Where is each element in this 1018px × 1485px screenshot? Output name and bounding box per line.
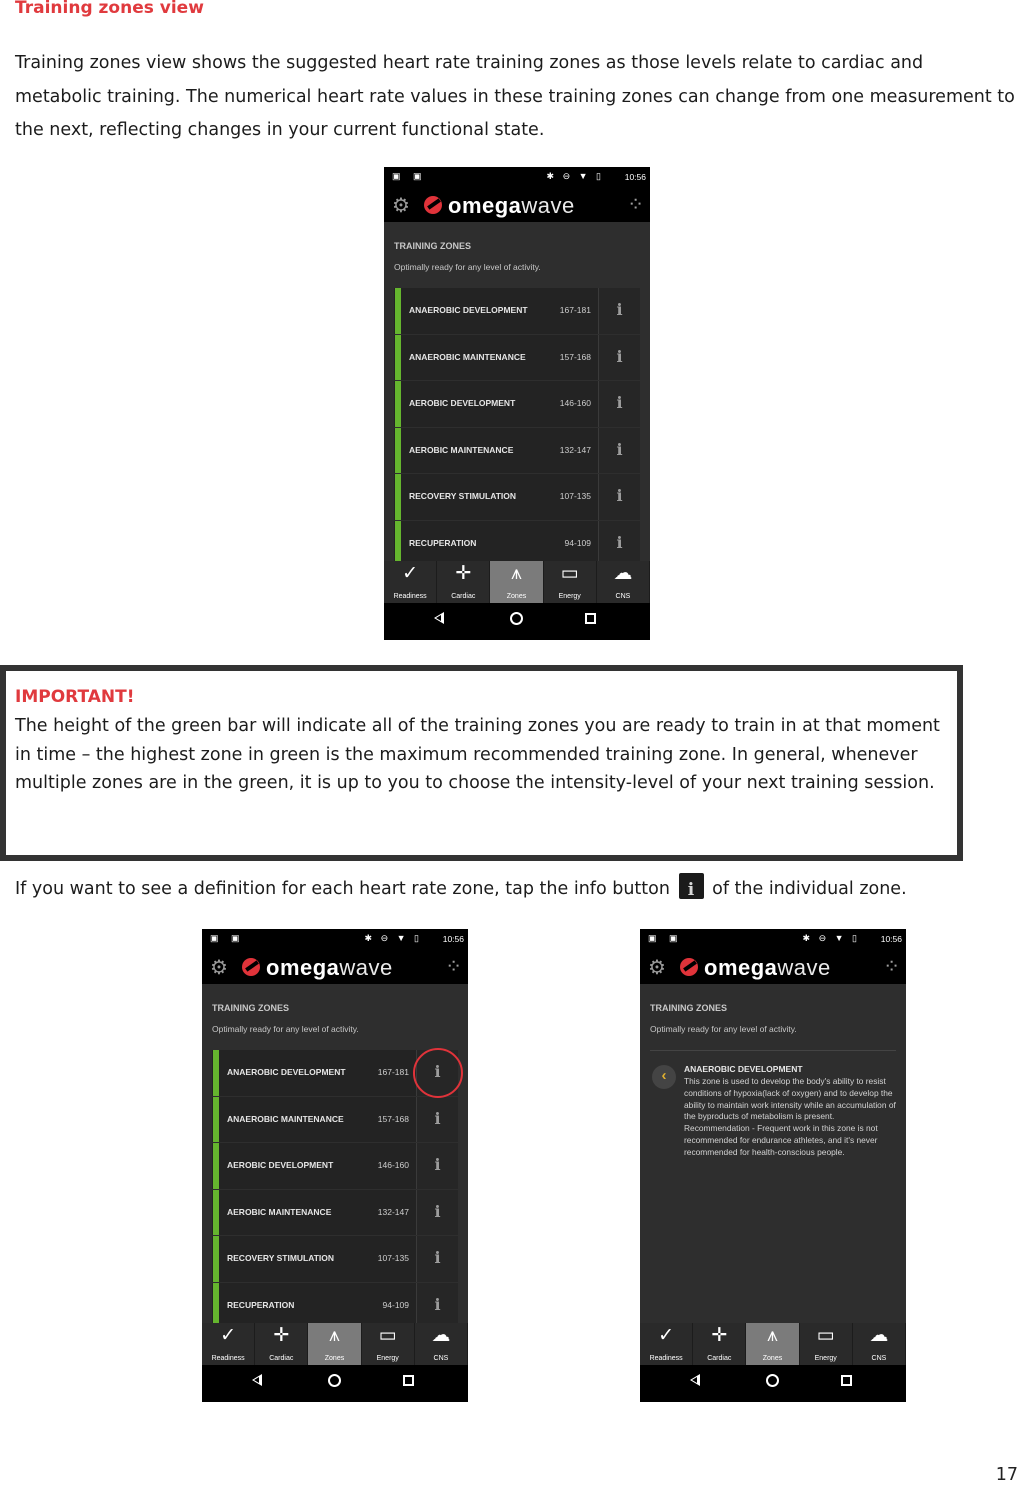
tab-cns-icon: ☁	[613, 563, 633, 584]
gear-icon[interactable]: ⚙	[210, 957, 228, 979]
zone-readiness-bar	[213, 1190, 219, 1236]
screen-content	[640, 984, 906, 1324]
important-text: The height of the green bar will indicate all of the training zones you are ready to train in at that moment in time – the highest zone in green is the maximum recommended training zone. In general, whenever multiple zones are in the green, it is up to you to choose the intensity-level of your next training session.	[15, 716, 940, 793]
notification-icons: ▣ ▣	[210, 933, 245, 943]
info-icon: i	[434, 1248, 441, 1267]
zone-name: AEROBIC DEVELOPMENT	[227, 1160, 334, 1170]
zone-name: RECOVERY STIMULATION	[227, 1253, 335, 1263]
tab-readiness[interactable]	[384, 561, 437, 603]
zone-info-button[interactable]	[598, 381, 640, 427]
nav-home-icon[interactable]	[328, 1374, 341, 1387]
tab-label: CNS	[871, 1355, 887, 1362]
android-nav-bar	[384, 603, 650, 640]
info-icon: i	[434, 1108, 441, 1128]
zone-row[interactable]	[212, 1236, 458, 1283]
nav-home-icon[interactable]	[766, 1374, 779, 1387]
tab-readiness-icon: ✓	[402, 563, 419, 584]
status-icons: ✱ ⊖ ▼ ▯	[802, 933, 860, 943]
tab-label: Zones	[506, 593, 527, 600]
brand-name: omegawave	[448, 193, 575, 218]
gear-icon[interactable]: ⚙	[648, 957, 666, 979]
zone-info-button[interactable]	[416, 1236, 458, 1282]
notification-icons: ▣ ▣	[648, 933, 683, 943]
zone-info-button[interactable]	[416, 1143, 458, 1189]
info-icon: i	[616, 300, 623, 319]
zone-info-button[interactable]	[416, 1190, 458, 1236]
intro-paragraph: Training zones view shows the suggested heart rate training zones as those levels relate to cardiac and metabolic training. The numerical heart rate values in these training zones can change from one measurement to the next, reflecting changes in your current functional state.	[15, 53, 1015, 140]
zone-readiness-bar	[213, 1283, 219, 1329]
tab-readiness[interactable]	[202, 1323, 255, 1365]
info-instruction	[15, 873, 907, 904]
info-icon: i	[616, 439, 623, 459]
tab-zones[interactable]	[746, 1323, 799, 1365]
share-icon[interactable]: ⁘	[627, 194, 644, 216]
screen-title: TRAINING ZONES	[212, 1003, 290, 1013]
logo-icon	[680, 958, 698, 976]
phone-screenshot-zones-highlight	[202, 929, 468, 1402]
app-bar	[640, 950, 906, 984]
tab-energy-icon: ▭	[560, 563, 579, 584]
share-icon[interactable]: ⁘	[445, 956, 462, 978]
nav-back-icon[interactable]	[434, 612, 444, 624]
zone-name: ANAEROBIC DEVELOPMENT	[227, 1067, 346, 1077]
highlight-circle	[413, 1048, 463, 1098]
nav-recent-icon[interactable]	[841, 1375, 852, 1386]
tab-label: Readiness	[211, 1355, 245, 1362]
status-bar	[640, 929, 906, 950]
zone-name: AEROBIC MAINTENANCE	[409, 444, 514, 455]
tab-cardiac[interactable]	[693, 1323, 746, 1365]
zone-info-button[interactable]	[598, 521, 640, 567]
app-bar	[384, 188, 650, 222]
info-icon: i	[616, 346, 623, 366]
tab-energy[interactable]	[800, 1323, 853, 1365]
screen-title: TRAINING ZONES	[650, 1003, 728, 1013]
tab-zones-icon: ⩚	[511, 563, 522, 584]
important-callout	[0, 665, 963, 861]
tab-zones-icon: ⩚	[767, 1325, 778, 1346]
info-icon: i	[434, 1201, 441, 1221]
info-icon: i	[616, 393, 623, 412]
zone-readiness-bar	[395, 474, 401, 520]
zone-range: 167-181	[377, 1067, 409, 1077]
status-icons: ✱ ⊖ ▼ ▯	[546, 171, 604, 181]
status-time: 10:56	[624, 172, 646, 182]
status-bar	[384, 167, 650, 188]
zone-range: 132-147	[559, 444, 591, 455]
zone-name: RECOVERY STIMULATION	[409, 491, 517, 501]
logo-icon	[424, 196, 442, 214]
tab-label: CNS	[615, 593, 631, 600]
tab-bar	[384, 561, 650, 603]
detail-title: ANAEROBIC DEVELOPMENT	[684, 1064, 803, 1074]
nav-back-icon[interactable]	[252, 1374, 262, 1386]
tab-label: Energy	[558, 593, 581, 600]
tab-label: Cardiac	[707, 1355, 732, 1362]
screen-title: TRAINING ZONES	[394, 241, 472, 251]
zone-readiness-bar	[213, 1236, 219, 1282]
tab-zones-icon: ⩚	[329, 1325, 340, 1346]
share-icon[interactable]: ⁘	[883, 956, 900, 978]
screen-subtitle: Optimally ready for any level of activity.	[650, 1024, 797, 1034]
tab-cns-icon: ☁	[869, 1325, 889, 1346]
zone-range: 157-168	[559, 351, 591, 362]
zone-name: AEROBIC MAINTENANCE	[227, 1206, 332, 1217]
zone-range: 146-160	[559, 398, 591, 408]
zone-row[interactable]	[212, 1097, 458, 1144]
zone-name: RECUPERATION	[409, 537, 477, 548]
tab-cns-icon: ☁	[431, 1325, 451, 1346]
status-bar	[202, 929, 468, 950]
zone-row[interactable]	[394, 474, 640, 521]
android-nav-bar	[640, 1365, 906, 1402]
notification-icons: ▣ ▣	[392, 171, 427, 181]
zone-name: AEROBIC DEVELOPMENT	[409, 398, 516, 408]
tab-energy[interactable]	[362, 1323, 415, 1365]
tab-zones[interactable]	[490, 561, 543, 603]
tab-cardiac-icon: ✛	[273, 1325, 290, 1346]
nav-recent-icon[interactable]	[403, 1375, 414, 1386]
zone-range: 94-109	[382, 1299, 409, 1310]
zone-row[interactable]	[394, 428, 640, 475]
zone-info-button[interactable]	[598, 288, 640, 334]
zone-readiness-bar	[213, 1097, 219, 1143]
section-title: Training zones view	[15, 0, 204, 18]
zone-info-button[interactable]	[598, 428, 640, 474]
info-icon: i	[434, 1062, 441, 1081]
zone-range: 157-168	[377, 1113, 409, 1124]
zone-info-button[interactable]	[416, 1283, 458, 1329]
zone-info-button[interactable]	[598, 335, 640, 381]
zone-readiness-bar	[213, 1143, 219, 1189]
tab-cns[interactable]	[597, 561, 650, 603]
android-nav-bar	[202, 1365, 468, 1402]
zone-readiness-bar	[213, 1050, 219, 1096]
screen-content	[202, 984, 468, 1324]
tab-label: Cardiac	[269, 1355, 294, 1362]
tab-readiness-icon: ✓	[658, 1325, 675, 1346]
zone-row[interactable]	[212, 1143, 458, 1190]
zone-range: 146-160	[377, 1160, 409, 1170]
status-icons: ✱ ⊖ ▼ ▯	[364, 933, 422, 943]
gear-icon[interactable]: ⚙	[392, 195, 410, 217]
zone-range: 132-147	[377, 1206, 409, 1217]
app-bar	[202, 950, 468, 984]
tab-zones[interactable]	[308, 1323, 361, 1365]
tab-cardiac[interactable]	[437, 561, 490, 603]
logo-icon	[242, 958, 260, 976]
zone-readiness-bar	[395, 288, 401, 334]
page-number: 17	[995, 1465, 1018, 1485]
tab-bar	[640, 1323, 906, 1365]
tab-cns[interactable]	[853, 1323, 906, 1365]
tab-cardiac[interactable]	[255, 1323, 308, 1365]
status-time: 10:56	[442, 934, 464, 944]
zone-name: ANAEROBIC DEVELOPMENT	[409, 305, 528, 315]
status-time: 10:56	[880, 934, 902, 944]
info-instruction-before: If you want to see a definition for each heart rate zone, tap the info button	[15, 879, 670, 899]
screen-content	[384, 222, 650, 562]
detail-text: This zone is used to develop the body's ability to resist conditions of hypoxia(lack of oxygen) and to develop the ability to maintain work intensity while an accumulation of the byproducts of metabolism is present. Recommendation - Frequent work in this zone is not recommended for endurance athletes, and it's never recommended for health-conscious people.	[684, 1076, 896, 1157]
zone-name: ANAEROBIC MAINTENANCE	[409, 351, 526, 362]
tab-label: CNS	[433, 1355, 449, 1362]
zone-info-button[interactable]	[598, 474, 640, 520]
nav-back-icon[interactable]	[690, 1374, 700, 1386]
tab-readiness-icon: ✓	[220, 1325, 237, 1346]
zone-detail	[650, 1050, 896, 1157]
nav-recent-icon[interactable]	[585, 613, 596, 624]
zone-info-button[interactable]	[416, 1097, 458, 1143]
zone-list	[394, 288, 640, 567]
info-icon: i	[679, 873, 704, 899]
zone-range: 107-135	[377, 1253, 409, 1263]
tab-label: Energy	[814, 1355, 837, 1362]
zone-readiness-bar	[395, 335, 401, 381]
phone-screenshot-zone-detail	[640, 929, 906, 1402]
info-icon: i	[616, 486, 623, 505]
back-chevron-icon[interactable]: ‹	[652, 1065, 676, 1089]
zone-range: 94-109	[564, 537, 591, 548]
tab-label: Cardiac	[451, 593, 476, 600]
info-instruction-after: of the individual zone.	[712, 879, 907, 899]
tab-cardiac-icon: ✛	[455, 563, 472, 584]
zone-name: ANAEROBIC MAINTENANCE	[227, 1113, 344, 1124]
zone-row[interactable]	[394, 381, 640, 428]
zone-row[interactable]	[212, 1190, 458, 1237]
tab-label: Readiness	[649, 1355, 683, 1362]
zone-row[interactable]	[394, 288, 640, 335]
tab-readiness[interactable]	[640, 1323, 693, 1365]
zone-readiness-bar	[395, 381, 401, 427]
tab-label: Zones	[324, 1355, 345, 1362]
info-icon: i	[434, 1294, 441, 1314]
screen-subtitle: Optimally ready for any level of activity.	[212, 1024, 359, 1034]
tab-label: Readiness	[393, 593, 427, 600]
tab-cns[interactable]	[415, 1323, 468, 1365]
nav-home-icon[interactable]	[510, 612, 523, 625]
zone-range: 167-181	[559, 305, 591, 315]
tab-energy-icon: ▭	[378, 1325, 397, 1346]
phone-screenshot-zones	[384, 167, 650, 640]
tab-energy[interactable]	[544, 561, 597, 603]
zone-name: RECUPERATION	[227, 1299, 295, 1310]
brand-name: omegawave	[704, 955, 831, 980]
info-icon: i	[434, 1155, 441, 1174]
zone-row[interactable]	[394, 335, 640, 382]
screen-subtitle: Optimally ready for any level of activity.	[394, 262, 541, 272]
tab-label: Energy	[376, 1355, 399, 1362]
info-icon: i	[616, 532, 623, 552]
tab-energy-icon: ▭	[816, 1325, 835, 1346]
tab-bar	[202, 1323, 468, 1365]
brand-name: omegawave	[266, 955, 393, 980]
tab-cardiac-icon: ✛	[711, 1325, 728, 1346]
zone-range: 107-135	[559, 491, 591, 501]
zone-readiness-bar	[395, 428, 401, 474]
tab-label: Zones	[762, 1355, 783, 1362]
zone-readiness-bar	[395, 521, 401, 567]
important-title: IMPORTANT!	[15, 687, 135, 707]
